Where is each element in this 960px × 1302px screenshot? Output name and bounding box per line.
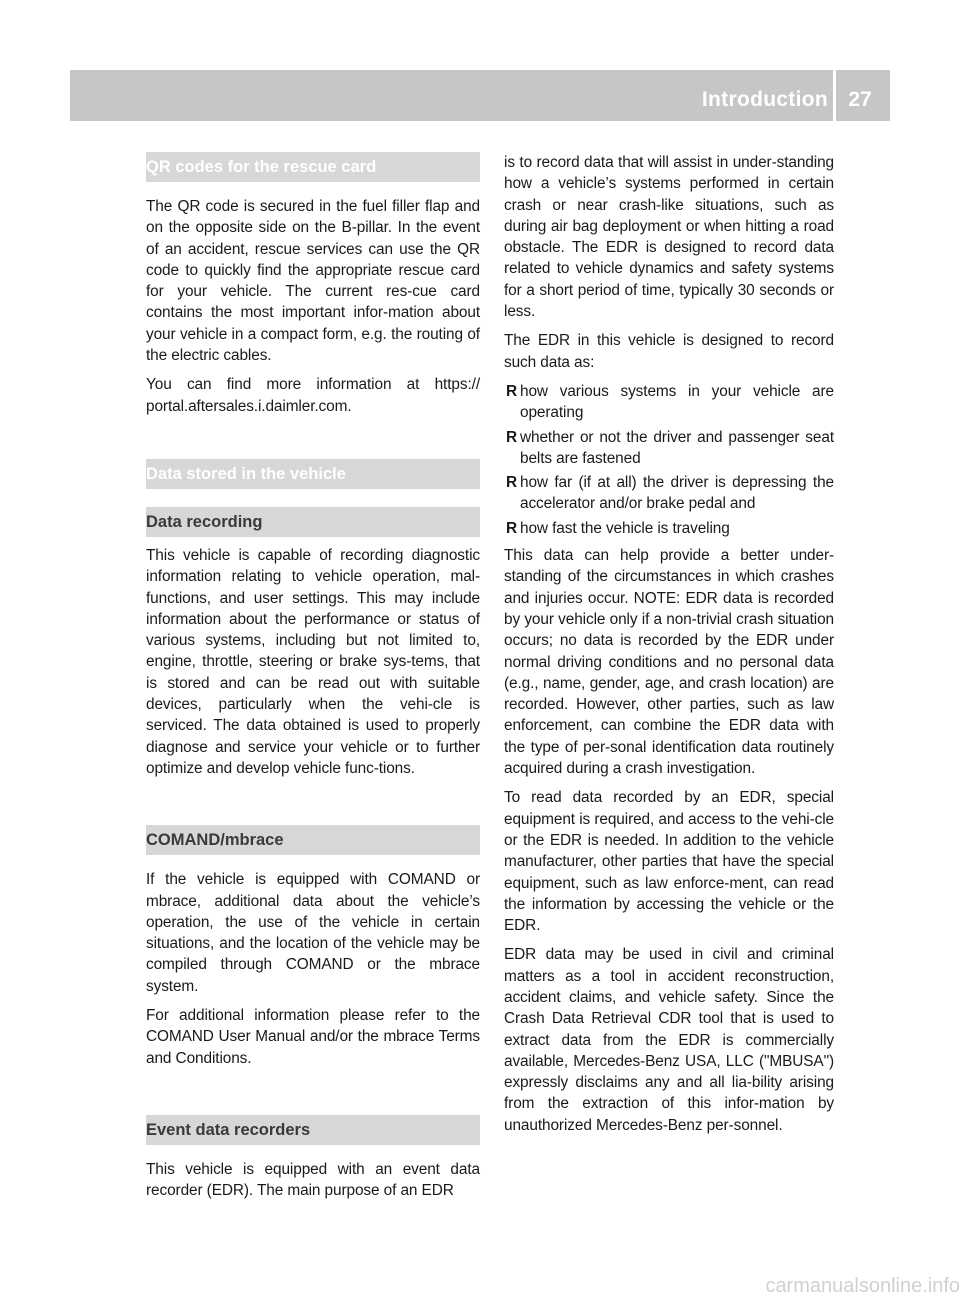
bullet-marker: R bbox=[506, 382, 518, 400]
edr-paragraph-continued: is to record data that will assist in under-standing how a vehicle’s systems performed in certain crash or near crash-like situations, such as during air bag deployment or when hitting a road obstacle. The EDR is designed to record data related to vehicle dynamics and safety systems for a short period of time, typically 30 seconds or less. bbox=[504, 154, 834, 321]
list-item: R how far (if at all) the driver is depressing the accelerator and/or brake pedal and bbox=[506, 474, 834, 513]
heading-event-data-recorders: Event data recorders bbox=[146, 1115, 480, 1145]
data-recording-paragraph: This vehicle is capable of recording diagnostic information relating to vehicle operation, mal-functions, and user settings. This may include information about the performance or status of various systems, including but not limited to, engine, throttle, steering or brake sys-tems, that is stored and can be read out with suitable devices, particularly when the vehi-cle is serviced. The data obtained is used to properly diagnose and service your vehicle or to further optimize and develop vehicle func-tions. bbox=[146, 546, 480, 777]
bullet-marker: R bbox=[506, 474, 518, 492]
list-item: R how fast the vehicle is traveling bbox=[504, 518, 834, 539]
list-item: R how various systems in your vehicle are operating bbox=[506, 382, 834, 422]
edr-legal-paragraph: EDR data may be used in civil and criminal matters as a tool in accident reconstruction, accident claims, and vehicle safety. Since the Crash Data Retrieval CDR tool that is used to extract data from the EDR is commercially available, Mercedes-Benz USA, LLC ("MBUSA") expressly disclaims any and all lia-bility arising from the extraction of this infor-mation by unauthorized Mercedes-Benz per-sonnel. bbox=[504, 946, 834, 1134]
right-column bbox=[504, 152, 834, 1144]
comand-paragraph-1: If the vehicle is equipped with COMAND or mbrace, additional data about the vehicle’s operation, the use of the vehicle in certain situations, and the location of the vehicle may be compiled through COMAND or the mbrace system. bbox=[146, 871, 480, 995]
edr-note-paragraph: This data can help provide a better under-standing of the circumstances in which crashes and injuries occur. NOTE: EDR data is recorded by your vehicle only if a non-trivial crash situation occurs; no data is recorded by the EDR under normal driving conditions and no personal data (e.g., name, gender, age, and crash location) are recorded. However, other parties, such as law enforcement, can combine the EDR data with the type of per-sonal identification data routinely acquired during a crash investigation. bbox=[504, 547, 834, 778]
heading-comand-mbrace: COMAND/mbrace bbox=[146, 825, 480, 855]
edr-data-list bbox=[504, 381, 834, 539]
qr-paragraph-1: The QR code is secured in the fuel filler flap and on the opposite side on the B-pillar. In the event of an accident, rescue services can use the QR code to quickly find the appropriate rescue card for your vehicle. The current res-cue card contains the most important infor-mation about your vehicle in a compact form, e.g. the routing of the electric cables. bbox=[146, 198, 480, 365]
heading-data-recording: Data recording bbox=[146, 507, 480, 537]
heading-data-stored: Data stored in the vehicle bbox=[146, 459, 480, 489]
bullet-marker: R bbox=[506, 428, 518, 446]
section-title: Introduction bbox=[701, 88, 828, 111]
left-column bbox=[146, 152, 480, 1210]
page-number: 27 bbox=[848, 88, 872, 111]
list-item: R whether or not the driver and passenger seat belts are fastened bbox=[506, 428, 834, 467]
watermark: carmanualsonline.info bbox=[765, 1275, 960, 1297]
edr-read-paragraph: To read data recorded by an EDR, special equipment is required, and access to the vehi-cle or the EDR is needed. In addition to the vehicle manufacturer, other parties that have the special equipment, such as law enforce-ment, can read the information by accessing the vehicle or the EDR. bbox=[504, 789, 834, 935]
comand-paragraph-2: For additional information please refer to the COMAND User Manual and/or the mbrace Terms and Conditions. bbox=[146, 1007, 480, 1067]
edr-designed-paragraph: The EDR in this vehicle is designed to record such data as: bbox=[504, 332, 834, 371]
heading-qr-codes: QR codes for the rescue card bbox=[146, 152, 480, 182]
bullet-marker: R bbox=[506, 519, 518, 537]
qr-paragraph-2: You can find more information at https:// portal.aftersales.i.daimler.com. bbox=[146, 376, 480, 415]
header-divider bbox=[833, 70, 836, 121]
edr-paragraph-1: This vehicle is equipped with an event data recorder (EDR). The main purpose of an EDR bbox=[146, 1160, 480, 1200]
